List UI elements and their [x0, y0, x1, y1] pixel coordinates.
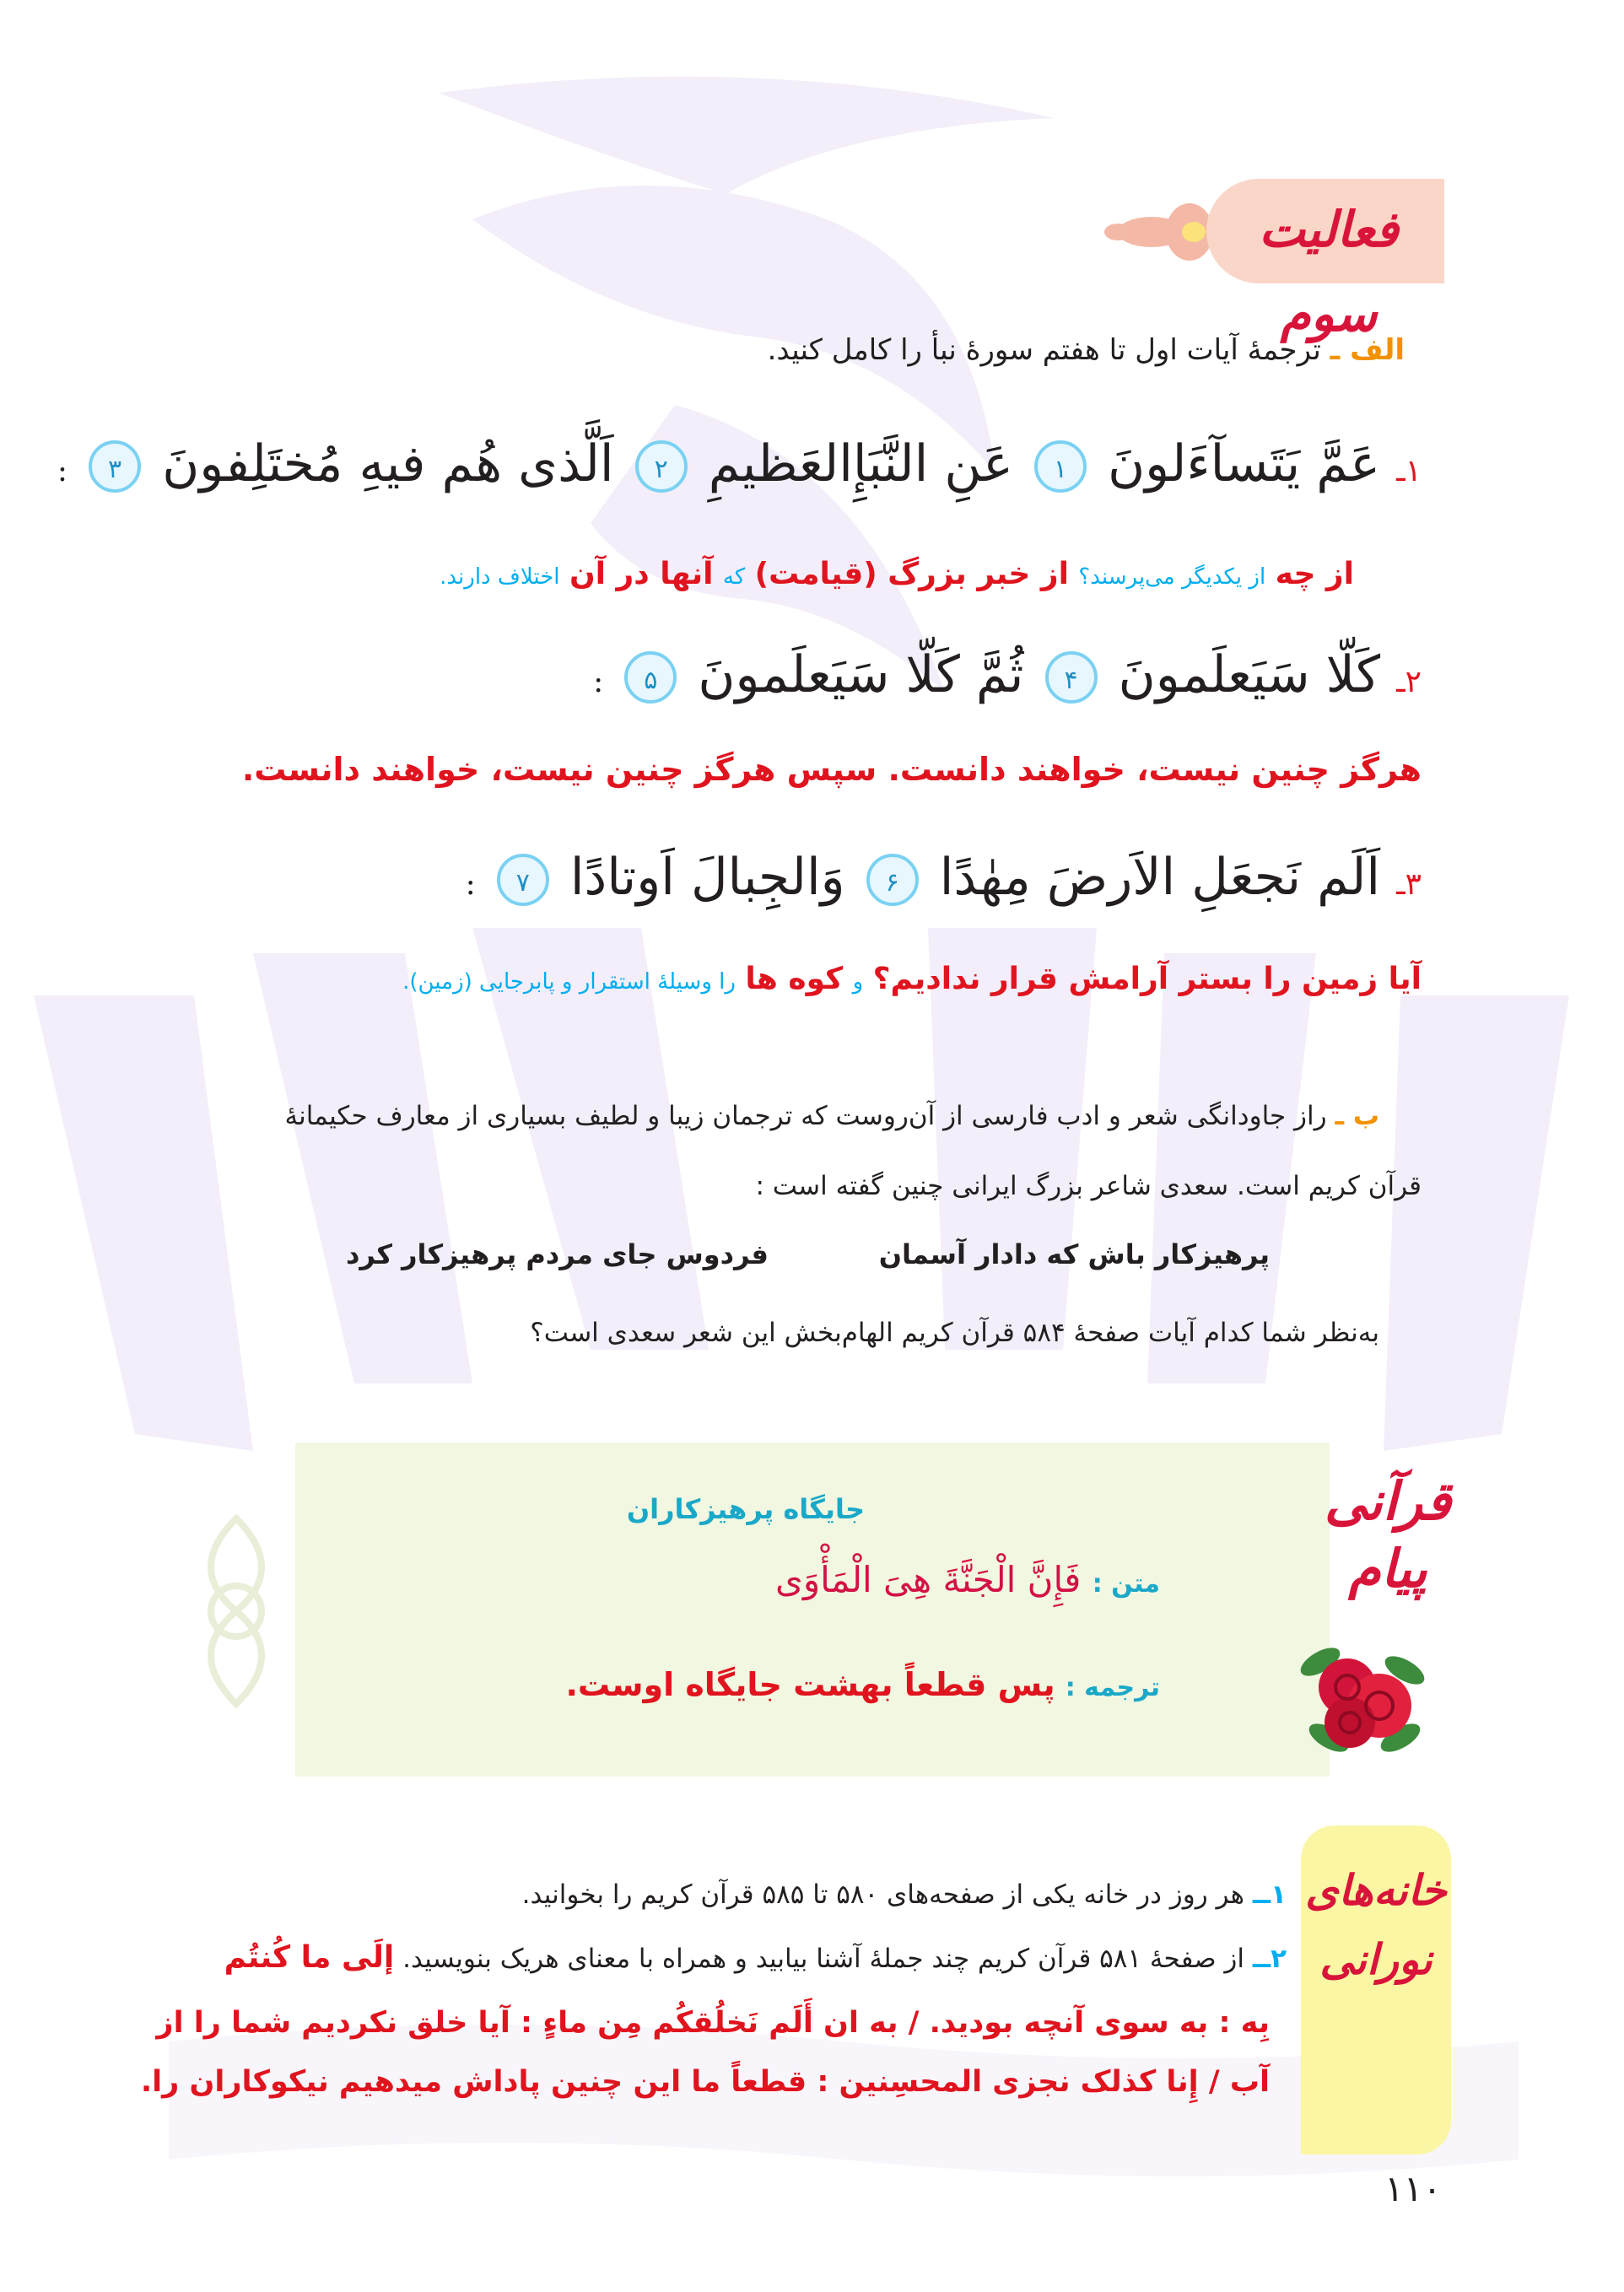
answer-segment: را وسیلهٔ استقرار و پابرجایی (زمین). — [402, 969, 736, 995]
floral-ornament-icon — [1101, 190, 1219, 274]
home-activity-title — [1301, 1856, 1451, 1994]
translation-label: ترجمه : — [1065, 1673, 1160, 1702]
answer-text: إلَی ما کُنتُم — [224, 1940, 395, 1975]
text-label: متن : — [1092, 1569, 1160, 1599]
side-title-line: نورانی — [1319, 1934, 1432, 1984]
poem-right-hemistich: پرهیزکار باش که دادار آسمان — [878, 1238, 1270, 1270]
answer-segment: کوه ها — [745, 962, 844, 996]
item-text: هر روز در خانه یکی از صفحه‌های ۵۸۰ تا ۵۸۵ قرآن کریم را بخوانید. — [521, 1879, 1245, 1910]
answer-segment: از چه — [1275, 557, 1354, 591]
section-alef-instruction — [768, 333, 1405, 367]
quran-text-value: فَإِنَّ الْجَنَّةَ هِیَ الْمَأْوَی — [774, 1559, 1082, 1600]
section-be-label: ب ـ — [1335, 1101, 1379, 1131]
quran-message-title — [1303, 1468, 1472, 1603]
verse-part: كَلّا سَيَعلَمونَ — [1118, 645, 1381, 704]
ayah-marker-icon: ۶ — [866, 854, 919, 906]
answer-segment: آنها در آن — [569, 557, 714, 591]
verse-row-1: ۱ـ عَمَّ يَتَسآءَلونَ ۱ عَنِ النَّبَإِالعَظيمِ ۲ اَلَّذی هُم فیهِ مُختَلِفونَ ۳ : — [57, 434, 1422, 493]
ayah-marker-icon: ۱ — [1034, 440, 1087, 493]
item-number: ۱ــ — [1252, 1879, 1287, 1910]
verse-part: عَمَّ يَتَسآءَلونَ — [1108, 434, 1381, 493]
verse-number: ۱ـ — [1396, 454, 1422, 488]
translation-value: پس قطعاً بهشت جایگاه اوست. — [565, 1666, 1055, 1703]
answer-line: آب / إِنا کذلک نجزی المحسِنین : قطعاً ما این چنین پاداش میدهیم نیکوکاران را. — [140, 2065, 1270, 2099]
verse-3-translation — [402, 962, 1422, 996]
answer-segment: از خبر بزرگ (قیامت) — [754, 557, 1069, 591]
poem-left-hemistich: فردوس جای مردم پرهیزکار کرد — [346, 1238, 769, 1270]
answer-text: هرگز چنین نیست، خواهند دانست. سپس هرگز چنین نیست، خواهند دانست. — [241, 751, 1422, 788]
verse-part: ثُمَّ كَلّا سَيَعلَمونَ — [698, 645, 1024, 704]
verse-number: ۳ـ — [1396, 867, 1422, 902]
ayah-marker-icon: ۴ — [1045, 651, 1098, 704]
arabesque-ornament-icon — [160, 1502, 312, 1721]
reflection-question: به‌نظر شما کدام آیات صفحهٔ ۵۸۴ قرآن کریم الهام‌بخش این شعر سعدی است؟ — [530, 1318, 1379, 1348]
paragraph-line: راز جاودانگی شعر و ادب فارسی از آن‌روست که ترجمان زیبا و لطیف بسیاری از معارف حکیمانهٔ — [284, 1101, 1327, 1131]
quran-message-heading: جایگاه پرهیزکاران — [626, 1493, 865, 1525]
answer-segment: و — [852, 969, 864, 995]
verse-part: اَلَم نَجعَلِ الاَرضَ مِهٰدًا — [939, 848, 1381, 907]
answer-segment: اختلاف دارند. — [440, 564, 560, 590]
ayah-marker-icon: ۷ — [497, 854, 549, 906]
verse-part: وَالجِبالَ اَوتادًا — [569, 848, 845, 907]
side-title-line: قرآنی — [1324, 1470, 1451, 1532]
verse-1-translation — [440, 557, 1354, 591]
quran-text-row — [775, 1559, 1160, 1600]
paragraph-line: قرآن کریم است. سعدی شاعر بزرگ ایرانی چنین گفته است : — [755, 1171, 1422, 1201]
instruction-text: ترجمهٔ آیات اول تا هفتم سورهٔ نبأ را کامل کنید. — [767, 333, 1321, 367]
side-title-line: پیام — [1348, 1538, 1427, 1599]
answer-segment: آیا زمین را بستر آرامش قرار ندادیم؟ — [872, 962, 1422, 996]
verse-number: ۲ـ — [1396, 665, 1422, 699]
activity-title: فعالیت سوم — [1259, 201, 1399, 342]
verse-2-translation — [242, 751, 1422, 788]
verse-row-2: ۲ـ كَلّا سَيَعلَمونَ ۴ ثُمَّ كَلّا سَيَعلَمونَ ۵ : — [593, 645, 1422, 704]
rose-icon — [1295, 1628, 1430, 1763]
translation-row — [565, 1666, 1160, 1703]
item-text: از صفحهٔ ۵۸۱ قرآن کریم چند جملهٔ آشنا بیابید و همراه با معنای هریک بنویسید. — [402, 1944, 1245, 1974]
answer-segment: از یکدیگر می‌پرسند؟ — [1078, 564, 1266, 590]
side-title-line: خانه‌های — [1305, 1865, 1447, 1915]
ayah-marker-icon: ۳ — [89, 440, 141, 493]
home-item-2 — [224, 1940, 1287, 1975]
ayah-marker-icon: ۵ — [624, 651, 677, 704]
item-number: ۲ــ — [1252, 1944, 1287, 1974]
answer-line: بِه : به سوی آنچه بودید. / به ان أَلَم نَخلُقکُم مِن ماءٍ : آیا خلق نکردیم شما را از — [156, 2006, 1270, 2040]
section-alef-label: الف ـ — [1330, 333, 1405, 367]
answer-segment: که — [722, 564, 746, 590]
home-item-1 — [522, 1879, 1287, 1910]
verse-part: اَلَّذی هُم فیهِ مُختَلِفونَ — [162, 434, 614, 493]
page-number: ۱۱۰ — [1384, 2168, 1442, 2209]
ayah-marker-icon: ۲ — [635, 440, 688, 493]
verse-row-3: ۳ـ اَلَم نَجعَلِ الاَرضَ مِهٰدًا ۶ وَالجِبالَ اَوتادًا ۷ : — [465, 848, 1422, 907]
verse-part: عَنِ النَّبَإِالعَظيمِ — [708, 434, 1013, 493]
section-be-paragraph — [284, 1101, 1379, 1131]
